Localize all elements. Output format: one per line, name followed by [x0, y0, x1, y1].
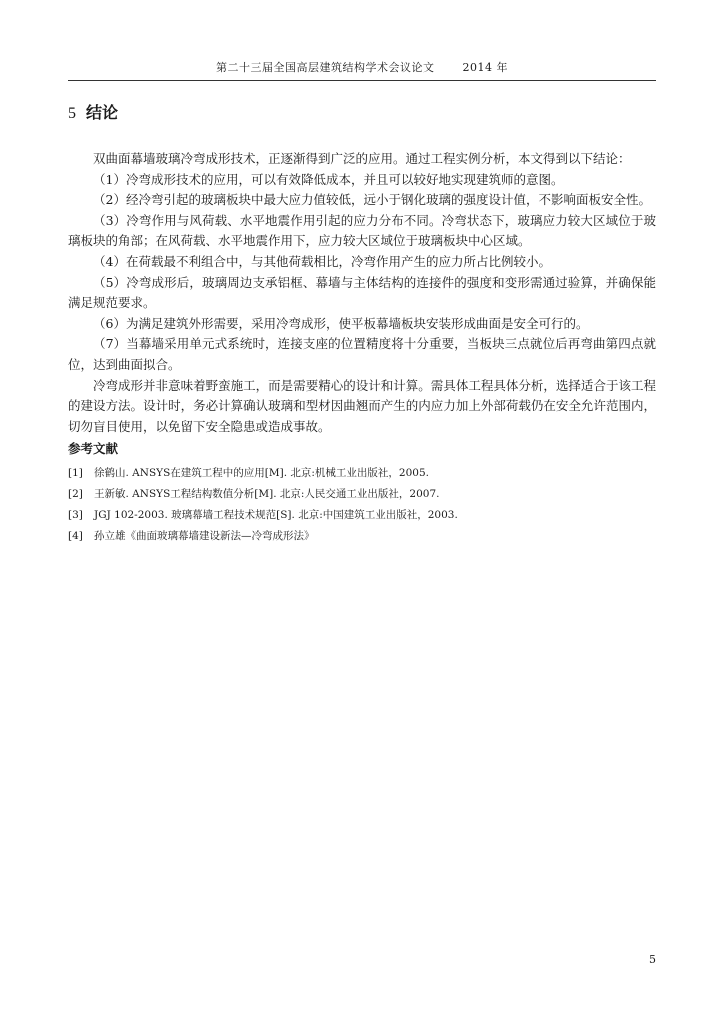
header-year: 2014 年 [462, 61, 508, 74]
paragraph-closing: 冷弯成形并非意味着野蛮施工，而是需要精心的设计和计算。需具体工程具体分析，选择适合于该工程的建设方法。设计时，务必计算确认玻璃和型材因曲翘而产生的内应力加上外部荷载仍在安全允许范围内，切勿盲目使用，以免留下安全隐患或造成事故。 [68, 377, 656, 434]
reference-text: 王新敏. ANSYS工程结构数值分析[M]. 北京:人民交通工业出版社，2007. [94, 488, 440, 500]
section-number: 5 [68, 105, 76, 122]
reference-item [68, 484, 656, 505]
section-title: 结论 [86, 103, 119, 122]
paragraph-item-1: （1）冷弯成形技术的应用，可以有效降低成本，并且可以较好地实现建筑师的意图。 [93, 171, 564, 187]
header-divider [68, 80, 656, 81]
reference-index: [4] [68, 530, 83, 542]
reference-text: JGJ 102-2003. 玻璃幕墙工程技术规范[S]. 北京:中国建筑工业出版社，2003. [94, 509, 458, 521]
reference-item [68, 463, 656, 484]
reference-item [68, 505, 656, 526]
references-list [68, 463, 656, 547]
reference-index: [2] [68, 488, 83, 500]
running-header [0, 59, 724, 75]
paragraph-item-3: （3）冷弯作用与风荷载、水平地震作用引起的应力分布不同。冷弯状态下，玻璃应力较大区域位于玻璃板块的角部；在风荷载、水平地震作用下，应力较大区域位于玻璃板块中心区域。 [68, 212, 656, 249]
reference-index: [1] [68, 467, 83, 479]
reference-index: [3] [68, 509, 83, 521]
conclusion-body [68, 149, 656, 437]
paragraph-item-4: （4）在荷载最不利组合中，与其他荷载相比，冷弯作用产生的应力所占比例较小。 [93, 253, 551, 269]
header-conference-title: 第二十三届全国高层建筑结构学术会议论文 [216, 61, 435, 74]
section-heading [68, 100, 118, 123]
paragraph-item-2: （2）经冷弯引起的玻璃板块中最大应力值较低，远小于钢化玻璃的强度设计值，不影响面板安全性。 [93, 192, 651, 208]
paragraph-item-7: （7）当幕墙采用单元式系统时，连接支座的位置精度将十分重要，当板块三点就位后再弯曲第四点就位，达到曲面拟合。 [68, 336, 656, 372]
references-heading: 参考文献 [68, 441, 119, 456]
page-number: 5 [649, 953, 656, 966]
paragraph-item-5: （5）冷弯成形后，玻璃周边支承铝框、幕墙与主体结构的连接件的强度和变形需通过验算，并确保能满足规范要求。 [68, 274, 656, 311]
paragraph-item-6: （6）为满足建筑外形需要，采用冷弯成形，使平板幕墙板块安装形成曲面是安全可行的。 [93, 315, 589, 331]
paragraph-intro: 双曲面幕墙玻璃冷弯成形技术，正逐渐得到广泛的应用。通过工程实例分析，本文得到以下结论： [93, 151, 631, 166]
reference-text: 孙立雄《曲面玻璃幕墙建设新法—冷弯成形法》 [94, 530, 315, 542]
reference-text: 徐鹤山. ANSYS在建筑工程中的应用[M]. 北京:机械工业出版社，2005. [94, 467, 429, 479]
reference-item [68, 526, 656, 547]
